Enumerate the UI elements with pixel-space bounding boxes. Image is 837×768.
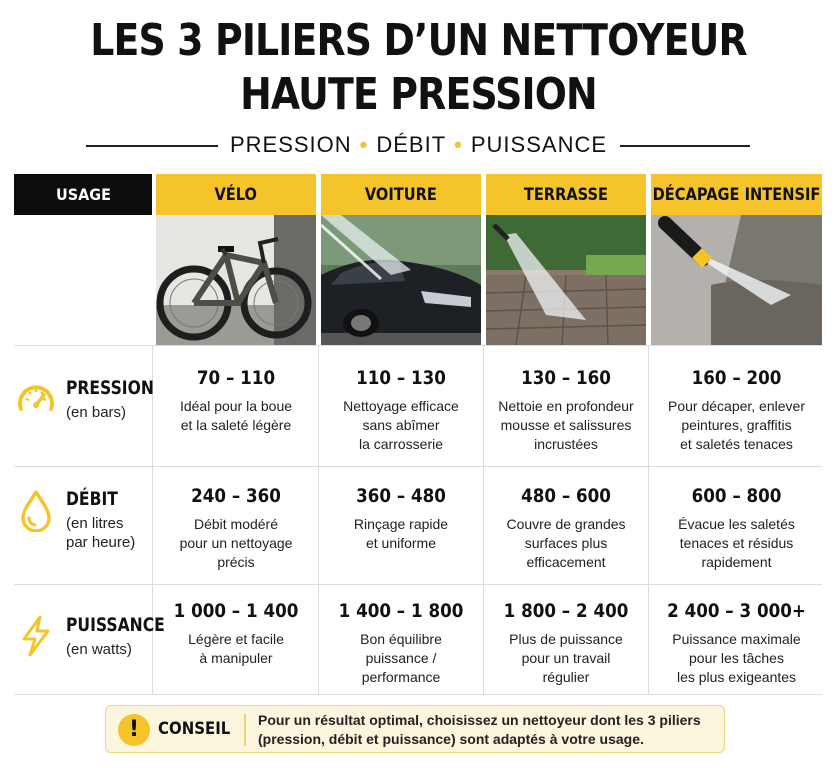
cell-pression-voiture: 110 – 130 Nettoyage efficace sans abîmer la carrosserie <box>343 367 459 452</box>
tip-separator <box>244 714 246 746</box>
column-header-decapage: DÉCAPAGE INTENSIF <box>651 174 822 215</box>
cell-debit-terrasse: 480 – 600 Couvre de grandes surfaces plus efficacement <box>506 485 626 570</box>
subtitle-debit: DÉBIT <box>376 132 447 157</box>
divider <box>14 466 822 467</box>
title-line-2: HAUTE PRESSION <box>240 69 597 120</box>
tip-box <box>105 705 725 753</box>
cell-debit-velo: 240 – 360 Débit modéré pour un nettoyage précis <box>179 485 293 570</box>
cell-debit-decapage: 600 – 800 Évacue les saletés tenaces et résidus rapidement <box>678 485 795 570</box>
subtitle-dot: • <box>454 132 463 157</box>
column-header-terrasse: TERRASSE <box>486 174 646 215</box>
exclamation-icon: ! <box>118 714 150 746</box>
subtitle-pression: PRESSION <box>229 132 352 157</box>
divider <box>318 345 319 694</box>
divider <box>14 694 822 695</box>
subtitle-text <box>0 132 837 158</box>
mountain-bike-photo <box>156 215 316 345</box>
cell-pression-terrasse: 130 – 160 Nettoie en profondeur mousse et salissures incrustées <box>498 367 634 452</box>
tip-label: CONSEIL <box>158 719 231 739</box>
divider <box>648 345 649 694</box>
column-header-velo: VÉLO <box>156 174 316 215</box>
lightning-icon <box>14 614 58 658</box>
cell-puissance-decapage: 2 400 – 3 000+ Puissance maximale pour les tâches les plus exigeantes <box>667 600 806 685</box>
subtitle-puissance: PUISSANCE <box>470 132 608 157</box>
terrace-cleaning-photo <box>486 215 646 345</box>
car-being-washed-photo <box>321 215 481 345</box>
divider <box>14 584 822 585</box>
cell-pression-velo: 70 – 110 Idéal pour la boue et la saleté légère <box>179 367 293 433</box>
subtitle-dot: • <box>359 132 369 157</box>
title-line-1: LES 3 PILIERS D’UN NETTOYEUR <box>90 15 747 66</box>
cell-puissance-velo: 1 000 – 1 400 Légère et facile à manipuler <box>173 600 299 666</box>
concrete-stripping-photo <box>651 215 822 345</box>
usage-header: USAGE <box>14 174 152 215</box>
cell-debit-voiture: 360 – 480 Rinçage rapide et uniforme <box>353 485 449 551</box>
page-title <box>59 14 779 122</box>
column-header-voiture: VOITURE <box>321 174 481 215</box>
tip-text: Pour un résultat optimal, choisissez un nettoyeur dont les 3 piliers (pression, débit et puissance) sont adaptés à votre usage. <box>258 712 701 747</box>
divider <box>483 345 484 694</box>
subtitle <box>0 130 837 160</box>
cell-puissance-terrasse: 1 800 – 2 400 Plus de puissance pour un travail régulier <box>503 600 629 685</box>
cell-pression-decapage: 160 – 200 Pour décaper, enlever peintures, graffitis et saletés tenaces <box>668 367 805 452</box>
cell-puissance-voiture: 1 400 – 1 800 Bon équilibre puissance / performance <box>338 600 464 685</box>
divider <box>14 345 822 346</box>
water-drop-icon <box>14 488 58 532</box>
gauge-icon <box>14 377 58 421</box>
